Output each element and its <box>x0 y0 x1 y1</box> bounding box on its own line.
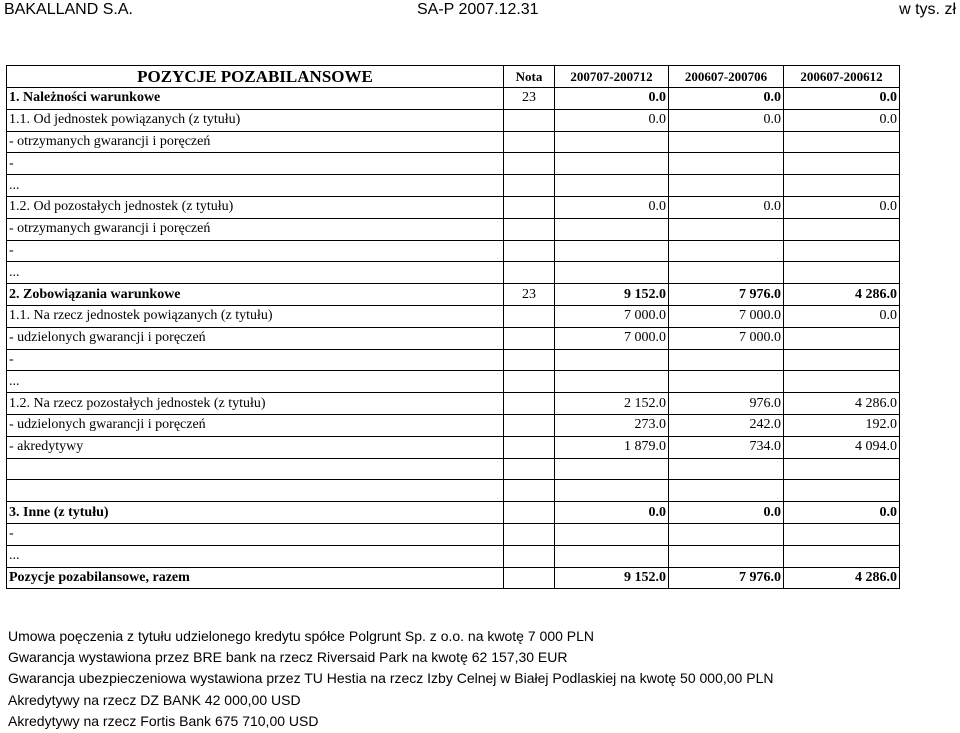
column-header-200607-200612: 200607-200612 <box>784 66 900 88</box>
row-value <box>784 175 900 197</box>
row-value <box>784 371 900 393</box>
row-value: 273.0 <box>555 414 669 436</box>
row-value <box>555 262 669 284</box>
row-label: 1.1. Na rzecz jednostek powiązanych (z tytułu) <box>7 305 504 327</box>
table-row <box>7 88 900 110</box>
row-value: 0.0 <box>669 109 784 131</box>
row-label: 3. Inne (z tytułu) <box>7 502 504 524</box>
row-label: ... <box>7 262 504 284</box>
row-value <box>669 240 784 262</box>
note-line: Gwarancja ubezpieczeniowa wystawiona przez TU Hestia na rzecz Izby Celnej w Białej Podlaskiej na kwotę 50 000,00 PLN <box>8 670 774 687</box>
table-row <box>7 109 900 131</box>
table-row <box>7 196 900 218</box>
row-value: 7 000.0 <box>669 305 784 327</box>
row-nota <box>504 327 555 349</box>
row-value: 4 286.0 <box>784 567 900 589</box>
row-value: 7 000.0 <box>555 305 669 327</box>
row-value: 0.0 <box>784 109 900 131</box>
row-value <box>555 349 669 371</box>
row-label: 2. Zobowiązania warunkowe <box>7 284 504 306</box>
row-label: - akredytywy <box>7 436 504 458</box>
row-nota <box>504 545 555 567</box>
company-name: BAKALLAND S.A. <box>4 1 133 18</box>
row-value <box>555 458 669 480</box>
row-value: 2 152.0 <box>555 393 669 415</box>
row-nota <box>504 218 555 240</box>
row-value: 4 286.0 <box>784 393 900 415</box>
row-value <box>555 153 669 175</box>
row-label: ... <box>7 175 504 197</box>
off-balance-table <box>6 65 900 589</box>
column-header-nota: Nota <box>504 66 555 88</box>
table-row <box>7 393 900 415</box>
row-value: 9 152.0 <box>555 567 669 589</box>
row-value <box>669 545 784 567</box>
row-value <box>555 131 669 153</box>
row-value <box>669 218 784 240</box>
column-header-200707-200712: 200707-200712 <box>555 66 669 88</box>
row-value <box>669 349 784 371</box>
row-nota <box>504 567 555 589</box>
row-value <box>784 131 900 153</box>
row-value <box>669 262 784 284</box>
row-value <box>555 371 669 393</box>
table-row <box>7 240 900 262</box>
table-header-row <box>7 66 900 88</box>
row-label: - <box>7 153 504 175</box>
row-nota <box>504 371 555 393</box>
table-row <box>7 327 900 349</box>
row-value: 0.0 <box>669 502 784 524</box>
row-nota <box>504 458 555 480</box>
note-line: Gwarancja wystawiona przez BRE bank na rzecz Riversaid Park na kwotę 62 157,30 EUR <box>8 649 568 666</box>
row-nota: 23 <box>504 284 555 306</box>
row-value: 734.0 <box>669 436 784 458</box>
row-value: 0.0 <box>784 305 900 327</box>
table-row <box>7 523 900 545</box>
table-row <box>7 262 900 284</box>
row-label: - otrzymanych gwarancji i poręczeń <box>7 131 504 153</box>
row-label: - <box>7 349 504 371</box>
row-label <box>7 480 504 502</box>
row-value <box>555 240 669 262</box>
row-value <box>669 458 784 480</box>
row-value <box>784 327 900 349</box>
row-nota <box>504 240 555 262</box>
row-value: 4 094.0 <box>784 436 900 458</box>
row-label: - otrzymanych gwarancji i poręczeń <box>7 218 504 240</box>
table-row <box>7 545 900 567</box>
row-value: 0.0 <box>669 88 784 110</box>
row-value <box>555 545 669 567</box>
row-value: 0.0 <box>784 502 900 524</box>
row-value <box>669 153 784 175</box>
table-title: POZYCJE POZABILANSOWE <box>7 66 504 88</box>
row-value: 0.0 <box>555 196 669 218</box>
row-value: 976.0 <box>669 393 784 415</box>
row-nota <box>504 523 555 545</box>
row-label <box>7 458 504 480</box>
row-label: ... <box>7 371 504 393</box>
row-value: 1 879.0 <box>555 436 669 458</box>
row-value: 0.0 <box>555 502 669 524</box>
row-nota <box>504 196 555 218</box>
row-label: - udzielonych gwarancji i poręczeń <box>7 414 504 436</box>
table-row <box>7 502 900 524</box>
row-label: 1. Należności warunkowe <box>7 88 504 110</box>
row-value <box>784 480 900 502</box>
row-value: 7 000.0 <box>555 327 669 349</box>
report-period: SA-P 2007.12.31 <box>417 1 539 18</box>
row-nota <box>504 480 555 502</box>
row-value: 7 976.0 <box>669 284 784 306</box>
table-row <box>7 458 900 480</box>
row-value <box>555 175 669 197</box>
notes-section <box>8 626 773 732</box>
row-value: 0.0 <box>784 88 900 110</box>
row-nota: 23 <box>504 88 555 110</box>
row-nota <box>504 305 555 327</box>
row-value: 0.0 <box>555 88 669 110</box>
row-nota <box>504 393 555 415</box>
row-value <box>669 175 784 197</box>
table-row <box>7 284 900 306</box>
row-value <box>669 480 784 502</box>
row-value: 7 976.0 <box>669 567 784 589</box>
note-line: Akredytywy na rzecz Fortis Bank 675 710,00 USD <box>8 712 319 729</box>
table-row <box>7 480 900 502</box>
row-nota <box>504 175 555 197</box>
row-value <box>669 523 784 545</box>
row-nota <box>504 262 555 284</box>
row-nota <box>504 109 555 131</box>
row-value: 0.0 <box>784 196 900 218</box>
row-value <box>784 153 900 175</box>
row-label: Pozycje pozabilansowe, razem <box>7 567 504 589</box>
row-value <box>784 545 900 567</box>
column-header-200607-200706: 200607-200706 <box>669 66 784 88</box>
row-value: 9 152.0 <box>555 284 669 306</box>
row-value: 192.0 <box>784 414 900 436</box>
table-row <box>7 218 900 240</box>
row-value <box>669 131 784 153</box>
row-label: 1.2. Od pozostałych jednostek (z tytułu) <box>7 196 504 218</box>
note-line: Umowa poęczenia z tytułu udzielonego kredytu spółce Polgrunt Sp. z o.o. na kwotę 7 000 PLN <box>8 628 595 644</box>
row-nota <box>504 414 555 436</box>
row-value <box>669 371 784 393</box>
row-nota <box>504 153 555 175</box>
row-value <box>784 262 900 284</box>
row-value <box>784 523 900 545</box>
row-value: 0.0 <box>669 196 784 218</box>
row-label: - <box>7 240 504 262</box>
table-row <box>7 371 900 393</box>
row-value: 0.0 <box>555 109 669 131</box>
table-total-row <box>7 567 900 589</box>
row-value <box>784 240 900 262</box>
currency-unit: w tys. zł <box>899 1 956 18</box>
row-label: 1.1. Od jednostek powiązanych (z tytułu) <box>7 109 504 131</box>
row-value: 242.0 <box>669 414 784 436</box>
table-row <box>7 349 900 371</box>
row-value: 4 286.0 <box>784 284 900 306</box>
row-value <box>555 218 669 240</box>
row-value <box>555 480 669 502</box>
table-row <box>7 436 900 458</box>
note-line: Akredytywy na rzecz DZ BANK 42 000,00 USD <box>8 691 301 708</box>
row-value <box>555 523 669 545</box>
row-value: 7 000.0 <box>669 327 784 349</box>
row-label: - udzielonych gwarancji i poręczeń <box>7 327 504 349</box>
row-label: ... <box>7 545 504 567</box>
table-row <box>7 131 900 153</box>
table-row <box>7 305 900 327</box>
row-nota <box>504 131 555 153</box>
table-row <box>7 175 900 197</box>
row-label: - <box>7 523 504 545</box>
row-nota <box>504 436 555 458</box>
row-nota <box>504 349 555 371</box>
table-row <box>7 414 900 436</box>
row-value <box>784 218 900 240</box>
row-label: 1.2. Na rzecz pozostałych jednostek (z tytułu) <box>7 393 504 415</box>
table-row <box>7 153 900 175</box>
row-nota <box>504 502 555 524</box>
row-value <box>784 349 900 371</box>
row-value <box>784 458 900 480</box>
